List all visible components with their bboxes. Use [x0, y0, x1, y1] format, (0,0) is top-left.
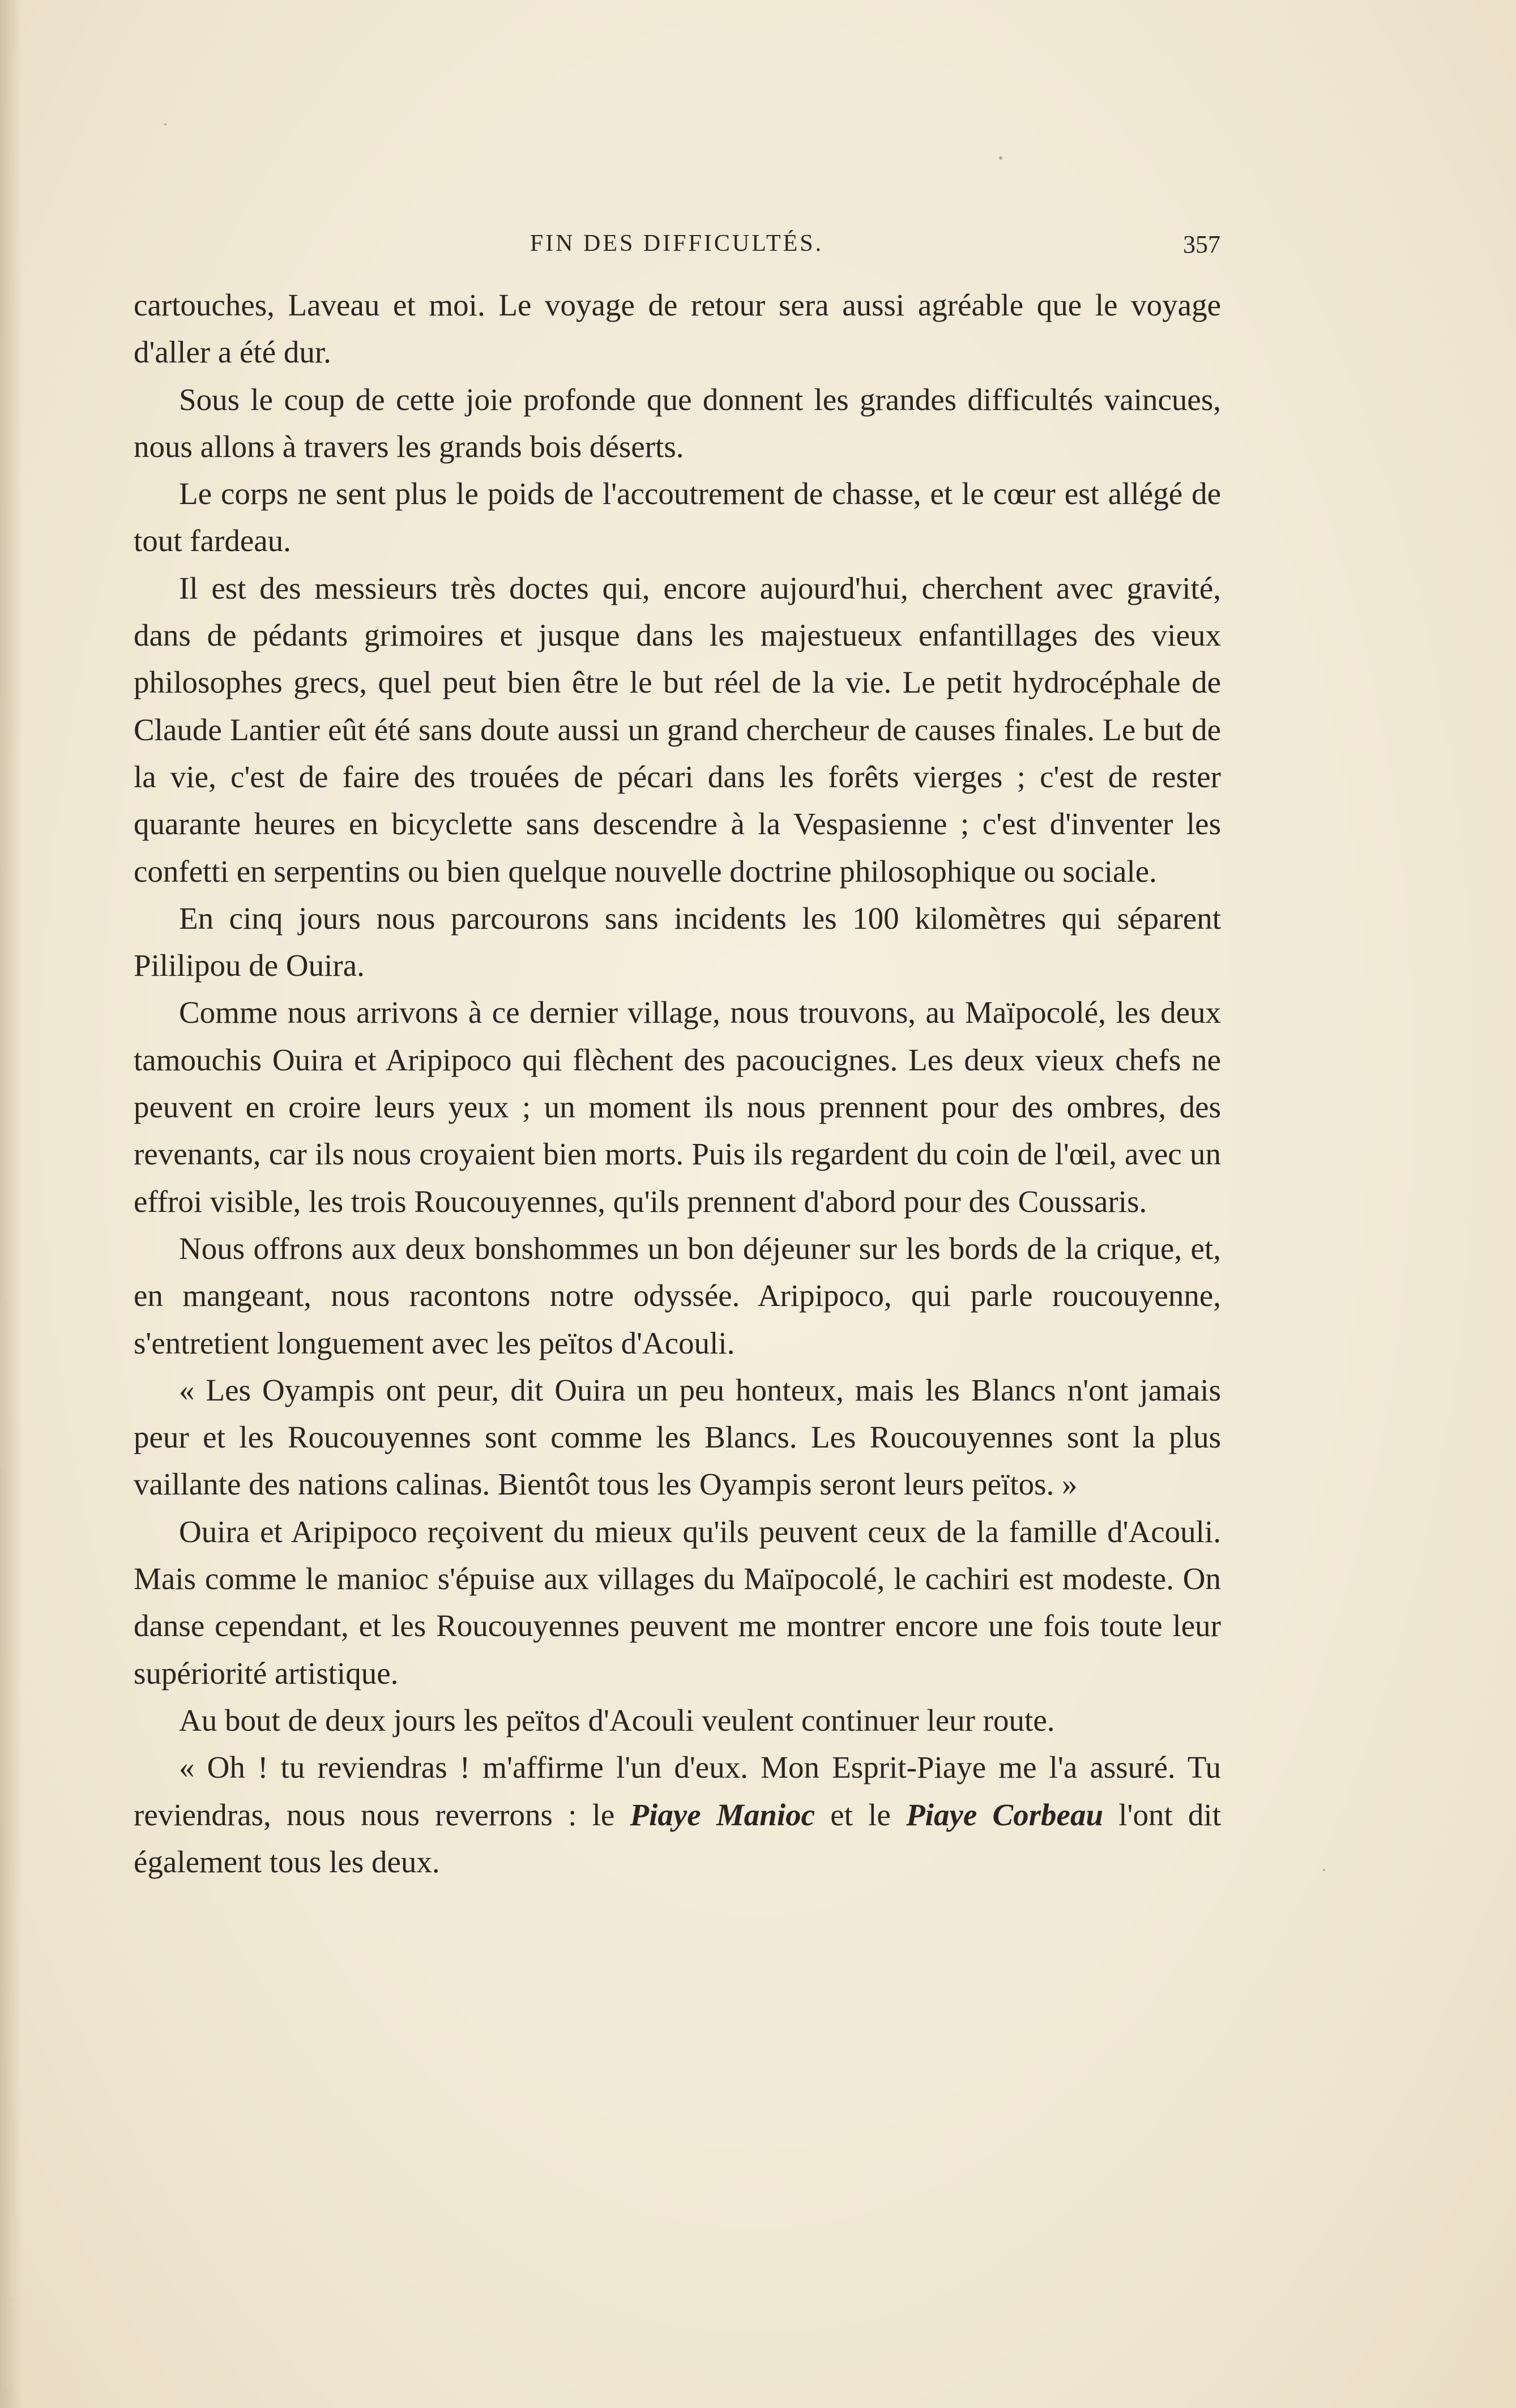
paper-speck [999, 156, 1002, 160]
text-run: l'ont dit également tous les deux. [134, 1797, 1221, 1879]
italic-term: Piaye Corbeau [906, 1797, 1104, 1832]
paper-speck [1323, 1869, 1325, 1871]
paragraph: Comme nous arrivons à ce dernier village, nous trouvons, au Maïpocolé, les deux tamouchis Ouira et Aripipoco qui flèchent des pacoucignes. Les deux vieux chefs ne peuvent en croire leurs yeux ; un moment ils nous prennent pour des ombres, des revenants, car ils nous croyaient bien morts. Puis ils regardent du coin de l'œil, avec un effroi visible, les trois Roucouyennes, qu'ils prennent d'abord pour des Coussaris. [134, 995, 1221, 1219]
paragraph: « Les Oyampis ont peur, dit Ouira un peu honteux, mais les Blancs n'ont jamais peur et les Roucouyennes sont comme les Blancs. Les Roucouyennes sont la plus vaillante des nations calinas. Bientôt tous les Oyampis seront leurs peïtos. » [134, 1372, 1221, 1502]
paragraph: Le corps ne sent plus le poids de l'accoutrement de chasse, et le cœur est allégé de tout fardeau. [134, 476, 1221, 558]
page-number: 357 [1183, 230, 1220, 258]
paragraph: cartouches, Laveau et moi. Le voyage de retour sera aussi agréable que le voyage d'aller a été dur. [134, 288, 1221, 370]
paragraph: Sous le coup de cette joie profonde que donnent les grandes difficultés vaincues, nous allons à travers les grands bois déserts. [134, 382, 1221, 464]
paragraph: Ouira et Aripipoco reçoivent du mieux qu'ils peuvent ceux de la famille d'Acouli. Mais comme le manioc s'épuise aux villages du Maïpocolé, le cachiri est modeste. On danse cependant, et les Roucouyennes peuvent me montrer encore une fois toute leur supériorité artistique. [134, 1514, 1221, 1690]
body-text [134, 281, 1221, 1885]
running-title: FIN DES DIFFICULTÉS. [529, 230, 824, 257]
paper-speck [164, 123, 166, 125]
paragraph: En cinq jours nous parcourons sans incidents les 100 kilomètres qui séparent Pililipou de Ouira. [134, 900, 1221, 983]
paragraph: Il est des messieurs très doctes qui, encore aujourd'hui, cherchent avec gravité, dans de pédants grimoires et jusque dans les majestueux enfantillages des vieux philosophes grecs, quel peut bien être le but réel de la vie. Le petit hydrocéphale de Claude Lantier eût été sans doute aussi un grand chercheur de causes finales. Le but de la vie, c'est de faire des trouées de pécari dans les forêts vierges ; c'est de rester quarante heures en bicyclette sans descendre à la Vespasienne ; c'est d'inventer les confetti en serpentins ou bien quelque nouvelle doctrine philosophique ou sociale. [134, 570, 1221, 889]
text-run: « Oh ! tu reviendras ! m'affirme l'un d'eux. Mon Esprit-Piaye me l'a assuré. Tu reviendras, nous nous reverrons : le [134, 1750, 1221, 1832]
paragraph: Au bout de deux jours les peïtos d'Acouli veulent continuer leur route. [179, 1702, 1055, 1737]
running-head [133, 225, 1220, 265]
italic-term: Piaye Manioc [630, 1797, 815, 1832]
binding-shadow [0, 0, 23, 2408]
text-run: et le [815, 1797, 907, 1832]
paragraph [134, 1744, 1221, 1885]
paragraph: Nous offrons aux deux bonshommes un bon déjeuner sur les bords de la crique, et, en mangeant, nous racontons notre odyssée. Aripipoco, qui parle roucouyenne, s'entretient longuement avec les peïtos d'Acouli. [134, 1231, 1221, 1360]
